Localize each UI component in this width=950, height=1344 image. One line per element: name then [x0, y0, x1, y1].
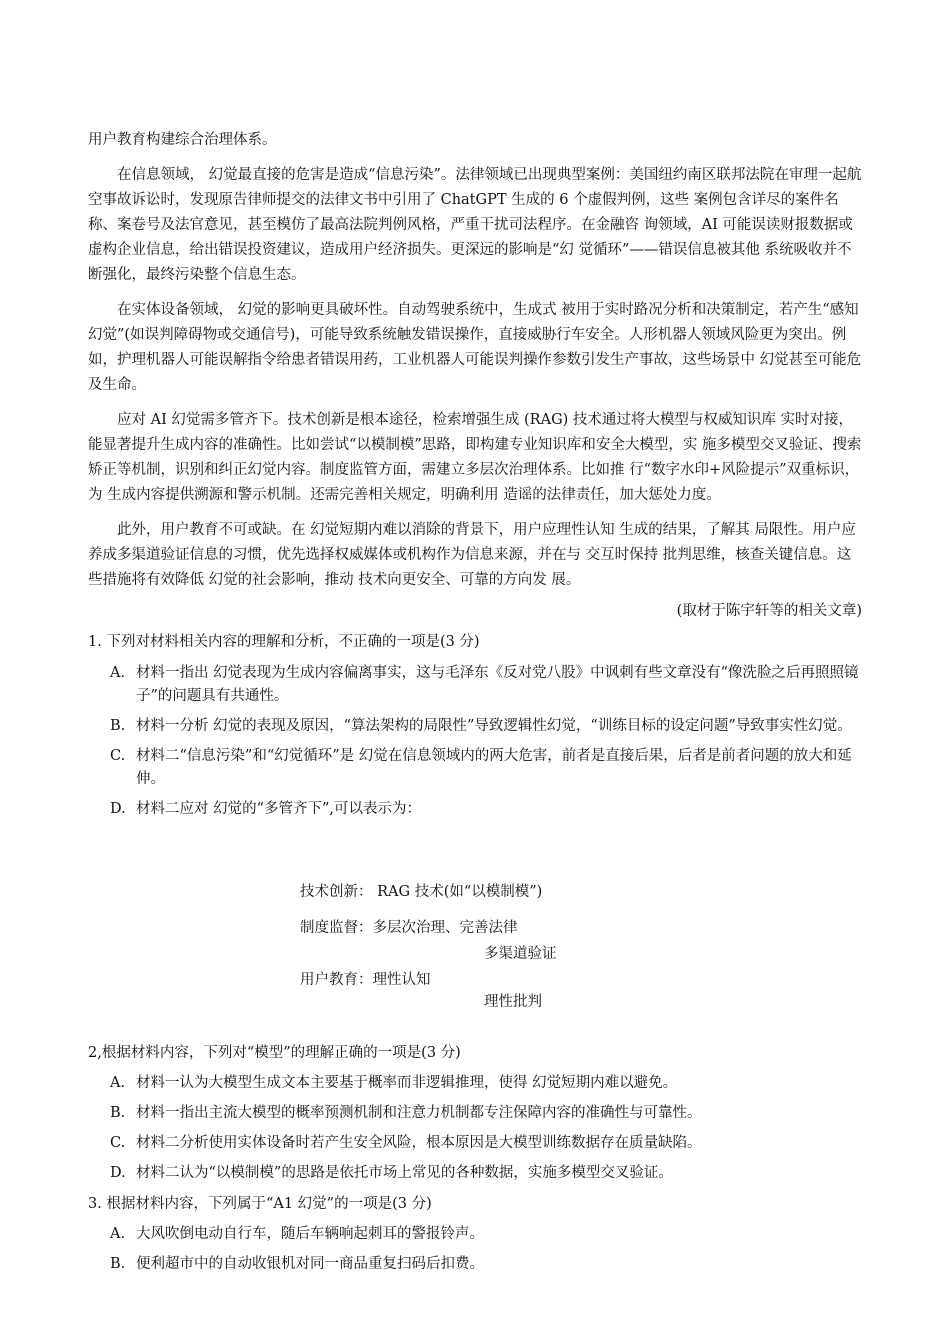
question-3-option-a[interactable] [110, 1222, 862, 1247]
option-text: 材料二应对 幻觉的“多管齐下”,可以表示为： [136, 801, 422, 817]
diagram-policy-row: 制度监督：多层次治理、完善法律 [300, 920, 518, 936]
paragraph-countermeasures: 应对 AI 幻觉需多管齐下。技术创新是根本途径，检索增强生成 (RAG) 技术通过将大模型与权威知识库 实时对接，能显著提升生成内容的准确性。比如尝试“以模制模”思路，即构建专业知识库和安全大模型，实 施多模型交叉验证、搜索矫正等机制，识别和纠正幻觉内容。制度监管方面，需建立多层次治理体系。比如推 行“数字水印+风险提示”双重标识，为 生成内容提供溯源和警示机制。还需完善相关规定，明确利用 造谣的法律责任，加大惩处力度。 [88, 412, 862, 503]
question-2-option-c[interactable] [110, 1131, 862, 1156]
option-label: A. [110, 1226, 126, 1242]
question-1-option-d[interactable] [110, 798, 862, 821]
question-1-option-a[interactable] [110, 662, 862, 708]
question-1-option-b[interactable] [110, 715, 862, 738]
question-2-option-b[interactable] [110, 1101, 862, 1126]
question-1-option-c[interactable] [110, 745, 862, 791]
option-text: 材料二“信息污染”和“幻觉循环”是 幻觉在信息领域内的两大危害，前者是直接后果，后者是前者问题的放大和延伸。 [136, 748, 852, 787]
option-label: C. [110, 1135, 126, 1151]
paragraph-information-domain: 在信息领域， 幻觉最直接的危害是造成“信息污染”。法律领域已出现典型案例：美国纽约南区联邦法院在审理一起航空事故诉讼时，发现原告律师提交的法律文书中引用了 ChatGPT 生成的 6 个虚假判例，这些 案例包含详尽的案件名称、案卷号及法官意见，甚至模仿了最高法院判例风格，严重干扰司法程序。在金融咨 询领域，AI 可能误读财报数据或虚构企业信息，给出错误投资建议，造成用户经济损失。更深远的影响是“幻 觉循环”——错误信息被其他 系统吸收并不断强化，最终污染整个信息生态。 [88, 167, 862, 283]
option-label: A. [110, 665, 126, 681]
diagram-tech-row: 技术创新： RAG 技术(如“以模制模”) [300, 884, 543, 900]
source-citation: (取材于陈宇轩等的相关文章) [676, 603, 862, 619]
paragraph-intro-tail: 用户教育构建综合治理体系。 [88, 132, 277, 148]
option-text: 便利超市中的自动收银机对同一商品重复扫码后扣费。 [136, 1256, 484, 1272]
paragraph-user-education: 此外，用户教育不可或缺。在 幻觉短期内难以消除的背景下，用户应理性认知 生成的结果，了解其 局限性。用户应养成多渠道验证信息的习惯，优先选择权威媒体或机构作为信息来源，并在与 交互时保持 批判思维，核查关键信息。这些措施将有效降低 幻觉的社会影响，推动 技术向更安全、可靠的方向发 展。 [88, 522, 856, 588]
option-label: B. [110, 1105, 126, 1121]
question-2-option-a[interactable] [110, 1071, 862, 1096]
option-label: A. [110, 1075, 126, 1091]
question-2-stem: 2,根据材料内容，下列对“模型”的理解正确的一项是(3 分) [88, 1045, 461, 1061]
diagram-user-row: 用户教育：理性认知 [300, 972, 431, 988]
option-text: 材料一分析 幻觉的表现及原因，“算法架构的局限性”导致逻辑性幻觉，“训练目标的设定问题”导致事实性幻觉。 [136, 718, 852, 734]
option-text: 材料一指出 幻觉表现为生成内容偏离事实，这与毛泽东《反对党八股》中讽刺有些文章没有“像洗脸之后再照照镜子”的问题具有共通性。 [136, 665, 859, 704]
option-text: 材料一认为大模型生成文本主要基于概率而非逻辑推理，使得 幻觉短期内难以避免。 [136, 1075, 678, 1091]
option-text: 材料二认为“以模制模”的思路是依托市场上常见的各种数据，实施多模型交叉验证。 [136, 1165, 673, 1181]
option-label: D. [110, 1165, 126, 1181]
option-label: B. [110, 718, 126, 734]
option-label: B. [110, 1256, 126, 1272]
option-text: 材料二分析使用实体设备时若产生安全风险，根本原因是大模型训练数据存在质量缺陷。 [136, 1135, 702, 1151]
question-3-stem: 3. 根据材料内容，下列属于“A1 幻觉”的一项是(3 分) [88, 1196, 432, 1212]
question-1 [88, 630, 862, 1021]
paragraph-physical-domain: 在实体设备领域， 幻觉的影响更具破坏性。自动驾驶系统中，生成式 被用于实时路况分析和决策制定，若产生“感知幻觉”(如误判障碍物或交通信号)，可能导致系统触发错误操作，直接威胁行车安全。人形机器人领域风险更为突出。例如，护理机器人可能误解指令给患者错误用药，工业机器人可能误判操作参数引发生产事故，这些场景中 幻觉甚至可能危及生命。 [88, 302, 862, 393]
question-3 [88, 1192, 862, 1277]
question-3-option-b[interactable] [110, 1252, 862, 1277]
option-label: C. [110, 748, 126, 764]
question-1-stem: 1. 下列对材料相关内容的理解和分析，不正确的一项是(3 分) [88, 634, 480, 650]
option-label: D. [110, 801, 126, 817]
question-2 [88, 1041, 862, 1186]
option-text: 材料一指出主流大模型的概率预测机制和注意力机制都专注保障内容的准确性与可靠性。 [136, 1105, 702, 1121]
countermeasure-diagram [88, 821, 862, 1021]
option-text: 大风吹倒电动自行车，随后车辆响起刺耳的警报铃声。 [136, 1226, 484, 1242]
question-2-option-d[interactable] [110, 1161, 862, 1186]
exam-page [88, 128, 862, 1277]
diagram-critical-thinking: 理性批判 [484, 994, 542, 1010]
diagram-multi-channel: 多渠道验证 [484, 946, 557, 962]
